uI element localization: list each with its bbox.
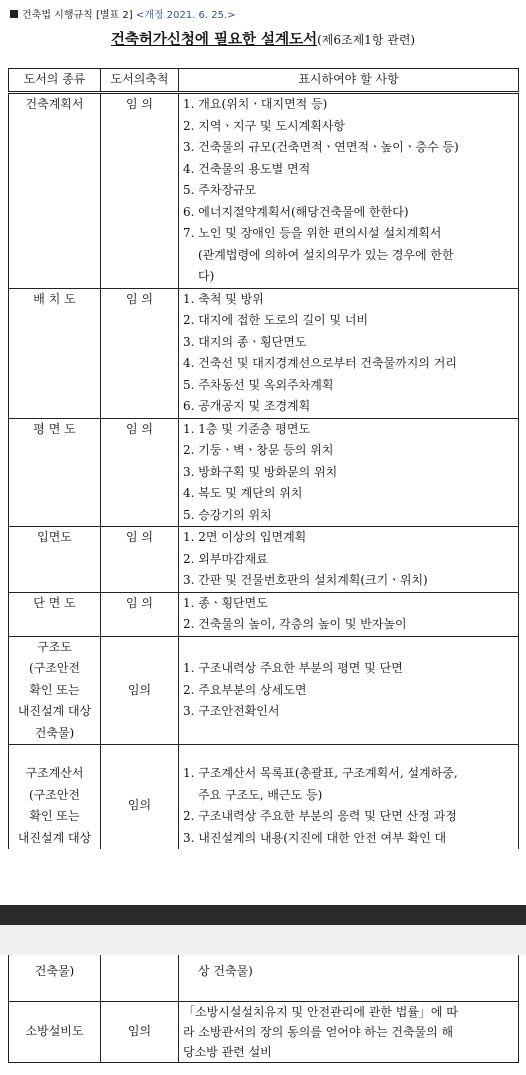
list-item: 1. 2면 이상의 입면계획 [183, 530, 307, 544]
doc-kind-line: 확인 또는 [29, 809, 80, 823]
doc-scale: 임의 [101, 745, 179, 850]
design-documents-table [8, 68, 519, 849]
law-header [10, 6, 236, 21]
list-item: 3. 구조안전확인서 [183, 704, 280, 718]
table-row [9, 955, 519, 1001]
list-item: 2. 건축물의 높이, 각층의 높이 및 반자높이 [183, 617, 407, 631]
list-item: 3. 내진설계의 내용(지진에 대한 안전 여부 확인 대 [183, 830, 447, 845]
doc-kind-line: 구조도 [37, 639, 72, 654]
list-item: 「소방시설설치유지 및 안전관리에 관한 법률」에 따 [183, 1004, 458, 1019]
table-row [9, 288, 519, 418]
list-item: (관계법령에 의하여 설치의무가 있는 경우에 한한 [198, 247, 454, 262]
doc-scale: 임 의 [101, 592, 179, 636]
table-row [9, 745, 519, 850]
list-item: 2. 기둥ㆍ벽ㆍ창문 등의 위치 [183, 443, 334, 457]
list-item: 다) [198, 269, 215, 283]
list-item: 당소방 관련 설비 [183, 1044, 272, 1059]
list-item: 주요 구조도, 배근도 등) [198, 787, 323, 802]
list-item: 3. 간판 및 건물번호판의 설치계획(크기ㆍ위치) [183, 573, 428, 587]
header-kind: 도서의 종류 [9, 69, 101, 93]
list-item: 4. 복도 및 계단의 위치 [183, 486, 303, 500]
page-break-gap [0, 925, 526, 955]
list-item: 1. 개요(위치ㆍ대지면적 등) [183, 97, 328, 111]
list-item: 1. 구조계산서 목록표(총괄표, 구조계획서, 설계하중, [183, 766, 458, 780]
list-item: 5. 승강기의 위치 [183, 507, 272, 522]
doc-kind-line: (구조안전 [28, 787, 81, 802]
doc-kind: 단 면 도 [9, 592, 101, 636]
list-item: 1. 종ㆍ횡단면도 [183, 595, 268, 610]
list-item: 2. 구조내력상 주요한 부분의 응력 및 단면 산정 과정 [183, 809, 457, 823]
doc-scale: 임 의 [101, 93, 179, 289]
doc-items-tail: 상 건축물) [179, 955, 519, 1001]
doc-items [179, 636, 519, 745]
list-item: 7. 노인 및 장애인 등을 위한 편의시설 설치계획서 [183, 226, 442, 240]
list-item: 3. 방화구획 및 방화문의 위치 [183, 464, 338, 479]
list-item: 1. 구조내력상 주요한 부분의 평면 및 단면 [183, 661, 403, 675]
doc-kind-line: 건축물) [34, 725, 75, 740]
list-item: 6. 공개공지 및 조경계획 [183, 399, 311, 413]
list-item: 5. 주차동선 및 옥외주차계획 [183, 377, 334, 392]
law-name: 건축법 시행규칙 [22, 10, 93, 21]
doc-scale: 임 의 [101, 527, 179, 593]
list-item: 3. 건축물의 규모(건축면적ㆍ연면적ㆍ높이ㆍ층수 등) [183, 140, 459, 154]
doc-scale: 임 의 [101, 288, 179, 418]
title-sub: (제6조제1항 관련) [317, 33, 416, 47]
doc-kind: 배 치 도 [9, 288, 101, 418]
doc-kind-line: 확인 또는 [29, 682, 80, 697]
page-break-bar [0, 905, 526, 925]
table-header-row [9, 69, 519, 93]
doc-kind-line: 구조계산서 [25, 766, 84, 780]
doc-scale: 임의 [101, 1001, 179, 1062]
list-item: 2. 지역ㆍ지구 및 도시계획사항 [183, 118, 345, 133]
list-item: 1. 축척 및 방위 [183, 291, 264, 306]
doc-kind-line: (구조안전 [28, 661, 81, 675]
table-row [9, 1001, 519, 1062]
header-items: 표시하여야 할 사항 [179, 69, 519, 93]
doc-items [179, 745, 519, 850]
doc-kind: 입면도 [9, 527, 101, 593]
doc-scale: 임 의 [101, 418, 179, 527]
doc-kind-tail: 건축물) [9, 955, 101, 1001]
list-item: 2. 대지에 접한 도로의 길이 및 너비 [183, 313, 369, 327]
header-scale: 도서의축척 [101, 69, 179, 93]
table-row [9, 418, 519, 527]
list-item: 라 소방관서의 장의 동의를 얻어야 하는 건축물의 해 [183, 1024, 454, 1039]
doc-kind-line: 내진설계 대상 [17, 704, 92, 718]
table-row [9, 636, 519, 745]
table-row [9, 93, 519, 289]
annex-number: [별표 2] [96, 10, 133, 21]
square-bullet-icon [10, 10, 18, 18]
doc-kind-line: 내진설계 대상 [17, 830, 92, 845]
list-item: 4. 건축선 및 대지경계선으로부터 건축물까지의 거리 [183, 356, 457, 370]
doc-kind: 소방설비도 [9, 1001, 101, 1062]
list-item: 6. 에너지절약계획서(해당건축물에 한한다) [183, 204, 409, 219]
title-main: 건축허가신청에 필요한 설계도서 [110, 32, 318, 48]
revision-date: <개정 2021. 6. 25.> [135, 10, 236, 21]
list-item: 2. 외부마감재료 [183, 551, 268, 566]
design-documents-table-continued [8, 955, 519, 1063]
list-item: 1. 1층 및 기준층 평면도 [183, 421, 311, 436]
document-page-2 [0, 955, 526, 1075]
doc-kind: 건축계획서 [9, 93, 101, 289]
doc-items [179, 93, 519, 289]
doc-kind: 평 면 도 [9, 418, 101, 527]
doc-scale-empty [101, 955, 179, 1001]
table-row [9, 527, 519, 593]
doc-kind [9, 745, 101, 850]
doc-kind [9, 636, 101, 745]
table-row [9, 592, 519, 636]
doc-items [179, 418, 519, 527]
list-item: 2. 주요부분의 상세도면 [183, 682, 307, 697]
list-item: 3. 대지의 종ㆍ횡단면도 [183, 334, 307, 349]
doc-items [179, 592, 519, 636]
doc-items [179, 527, 519, 593]
doc-items [179, 1001, 519, 1062]
page-title [0, 28, 526, 49]
doc-items [179, 288, 519, 418]
doc-scale: 임의 [101, 636, 179, 745]
list-item: 5. 주차장규모 [183, 183, 257, 197]
list-item: 4. 건축물의 용도별 면적 [183, 161, 311, 176]
